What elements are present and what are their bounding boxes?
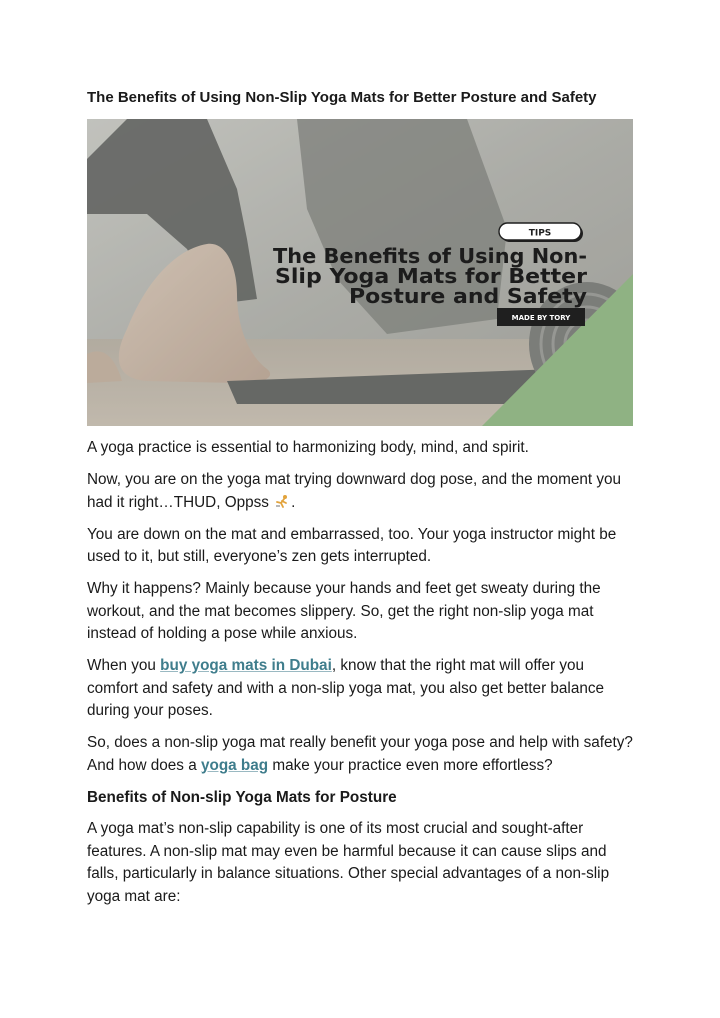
article-body <box>87 437 635 918</box>
paragraph-text: So, does a non-slip yoga mat really benefit your yoga pose and help with safety? And how does a <box>87 734 633 774</box>
paragraph-end: . <box>291 493 296 511</box>
paragraph <box>87 732 635 777</box>
yoga-bag-link[interactable]: yoga bag <box>200 756 269 774</box>
hero-heading-line-1: The Benefits of Using Non- <box>273 244 587 268</box>
paragraph <box>87 655 635 723</box>
hero-heading-line-2: Slip Yoga Mats for Better <box>275 264 588 288</box>
tips-badge <box>499 223 583 242</box>
paragraph-text: Now, you are on the yoga mat trying downward dog pose, and the moment you had it right…THUD, Oppss <box>87 471 622 511</box>
credit-badge <box>497 308 585 326</box>
paragraph-text: When you <box>87 657 161 674</box>
person-falling-icon <box>273 494 291 508</box>
paragraph <box>87 469 635 514</box>
article-title: The Benefits of Using Non-Slip Yoga Mats for Better Posture and Safety <box>87 89 597 106</box>
section-heading: Benefits of Non-slip Yoga Mats for Posture <box>87 788 397 806</box>
paragraph: You are down on the mat and embarrassed, too. Your yoga instructor might be used to it, but still, everyone’s zen gets interrupted. <box>87 525 617 565</box>
tips-label: TIPS <box>528 228 552 239</box>
paragraph: Why it happens? Mainly because your hands and feet get sweaty during the workout, and the mat becomes slippery. So, get the right non-slip yoga mat instead of holding a pose while anxious. <box>87 580 601 642</box>
paragraph: A yoga practice is essential to harmonizing body, mind, and spirit. <box>87 439 529 456</box>
paragraph-text: make your practice even more effortless? <box>268 756 553 774</box>
paragraph: A yoga mat’s non-slip capability is one of its most crucial and sought-after features. A non-slip mat may even be harmful because it can cause slips and falls, particularly in balance situations. Other special advantages of a non-slip yoga mat are: <box>87 820 610 905</box>
buy-yoga-mats-link[interactable]: buy yoga mats in Dubai <box>160 657 332 674</box>
credit-label: MADE BY TORY <box>511 314 571 322</box>
hero-heading-line-3: Posture and Safety <box>349 284 587 308</box>
hero-image <box>87 119 633 426</box>
paragraph-text: , know that the right mat will offer you comfort and safety and with a non-slip yoga mat, you also get better balance during your poses. <box>87 657 604 719</box>
